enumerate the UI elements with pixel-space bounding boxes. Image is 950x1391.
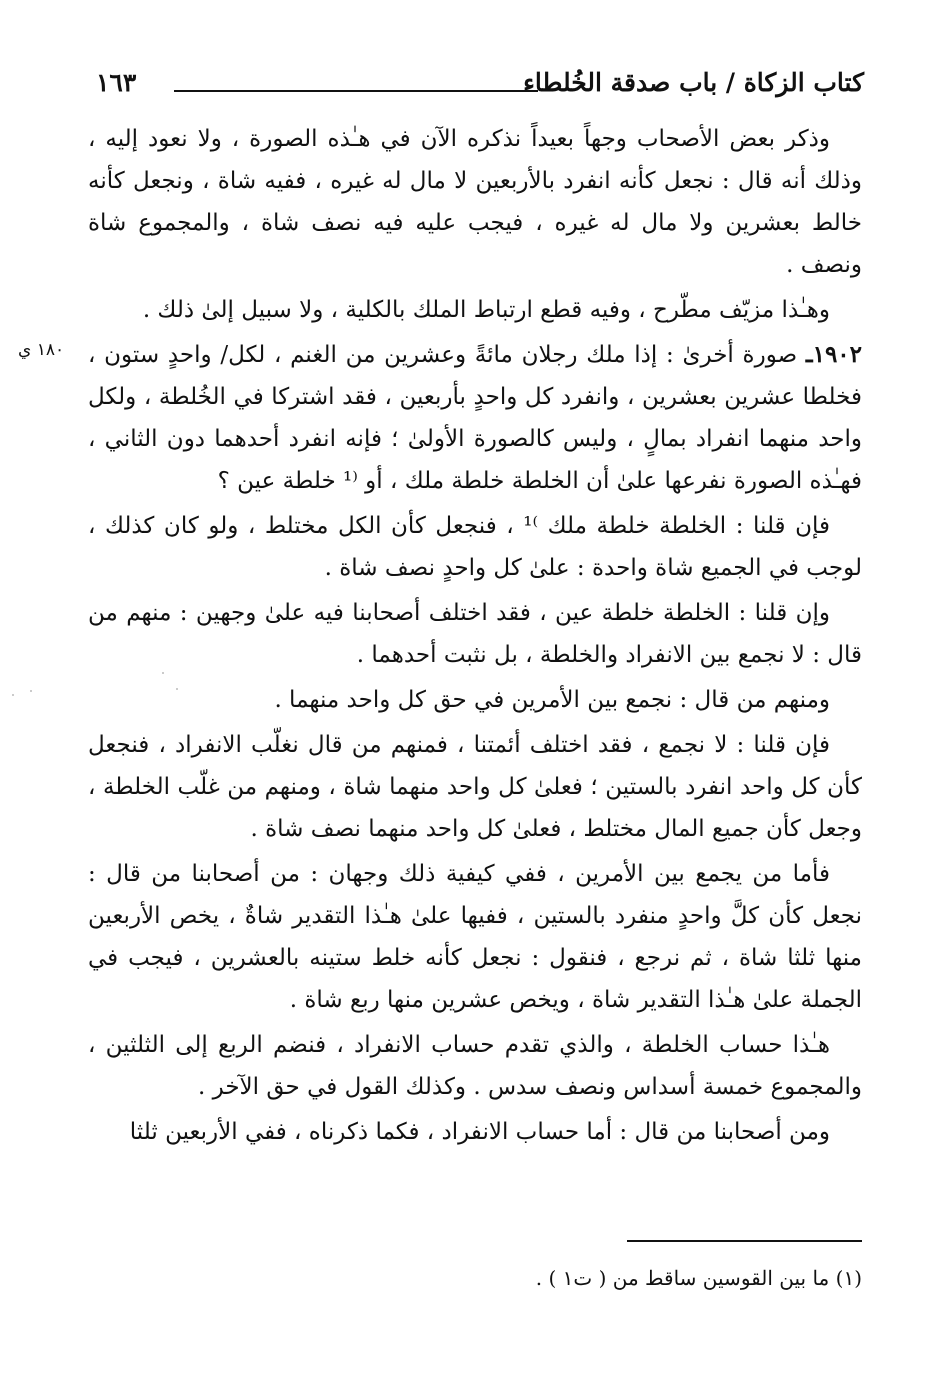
main-text: [88, 118, 862, 1156]
running-header: [96, 64, 864, 114]
margin-folio-note: ١٨٠ ي: [18, 340, 65, 360]
paragraph: هـٰذا حساب الخلطة ، والذي تقدم حساب الانفراد ، فنضم الربع إلى الثلثين ، والمجموع خمسة أسداس ونصف سدس . وكذلك القول في حق الآخر .: [88, 1032, 862, 1100]
numbered-paragraph: [88, 334, 862, 502]
paragraph-text: صورة أخرىٰ : إذا ملك رجلان مائةً وعشرين من الغنم ، لكل/ واحدٍ ستون ، فخلطا عشرين بعشرين ، وانفرد كل واحدٍ بأربعين ، فقد اشتركا في الخُلطة ، ولكل واحد منهما انفراد بمالٍ ، وليس كالصورة الأولىٰ ؛ فإنه انفرد أحدهما دون الثاني ، فهـٰذه الصورة نفرعها علىٰ أن الخلطة خلطة ملك ، أو ⁽¹ خلطة عين ؟: [88, 342, 862, 494]
scan-speck: [30, 690, 32, 692]
paragraph: فإن قلنا : الخلطة خلطة ملك ⁾¹ ، فنجعل كأن الكل مختلط ، ولو كان كذلك ، لوجب في الجميع شاة واحدة : علىٰ كل واحدٍ نصف شاة .: [88, 513, 862, 581]
header-title: كتاب الزكاة / باب صدقة الخُلطاء: [523, 68, 864, 97]
paragraph: وذكر بعض الأصحاب وجهاً بعيداً نذكره الآن في هـٰذه الصورة ، ولا نعود إليه ، وذلك أنه قال : نجعل كأنه انفرد بالأربعين لا مال له غيره ، ففيه شاة ، ونجعل كأنه خالط بعشرين ولا مال له غيره ، فيجب عليه فيه نصف شاة ، والمجموع شاة ونصف .: [88, 126, 862, 278]
scan-speck: [12, 694, 14, 696]
scan-speck: [176, 688, 178, 690]
paragraph: ومن أصحابنا من قال : أما حساب الانفراد ، فكما ذكرناه ، ففي الأربعين ثلثا: [129, 1119, 830, 1145]
footnote-rule: [627, 1240, 862, 1242]
paragraph: فأما من يجمع بين الأمرين ، ففي كيفية ذلك وجهان : من أصحابنا من قال : نجعل كأن كلَّ واحدٍ منفرد بالستين ، ففيها علىٰ هـٰذا التقدير شاةٌ ، يخص الأربعين منها ثلثا شاة ، ثم نرجع ، فنقول : نجعل كأنه خلط ستينه بالعشرين ، فيجب في الجملة علىٰ هـٰذا التقدير شاة ، ويخص عشرين منها ربع شاة .: [88, 861, 862, 1013]
header-rule: [174, 90, 538, 92]
paragraph-number: ١٩٠٢ـ: [805, 341, 863, 368]
paragraph: وإن قلنا : الخلطة خلطة عين ، فقد اختلف أصحابنا فيه علىٰ وجهين : منهم من قال : لا نجمع بين الانفراد والخلطة ، بل نثبت أحدهما .: [88, 600, 862, 668]
page-number: ١٦٣: [96, 68, 137, 97]
paragraph: وهـٰذا مزيّف مطّرح ، وفيه قطع ارتباط الملك بالكلية ، ولا سبيل إلىٰ ذلك .: [142, 297, 830, 323]
footnote: (١) ما بين القوسين ساقط من ( ت١ ) .: [535, 1266, 862, 1290]
scan-speck: [162, 672, 164, 674]
paragraph: فإن قلنا : لا نجمع ، فقد اختلف أئمتنا ، فمنهم من قال نغلّب الانفراد ، فنجعل كأن كل واحد انفرد بالستين ؛ فعلىٰ كل واحد منهما شاة ، ومنهم من غلّب الخلطة ، وجعل كأن جميع المال مختلط ، فعلىٰ كل واحد منهما نصف شاة .: [88, 732, 862, 842]
paragraph: ومنهم من قال : نجمع بين الأمرين في حق كل واحد منهما .: [274, 687, 830, 713]
